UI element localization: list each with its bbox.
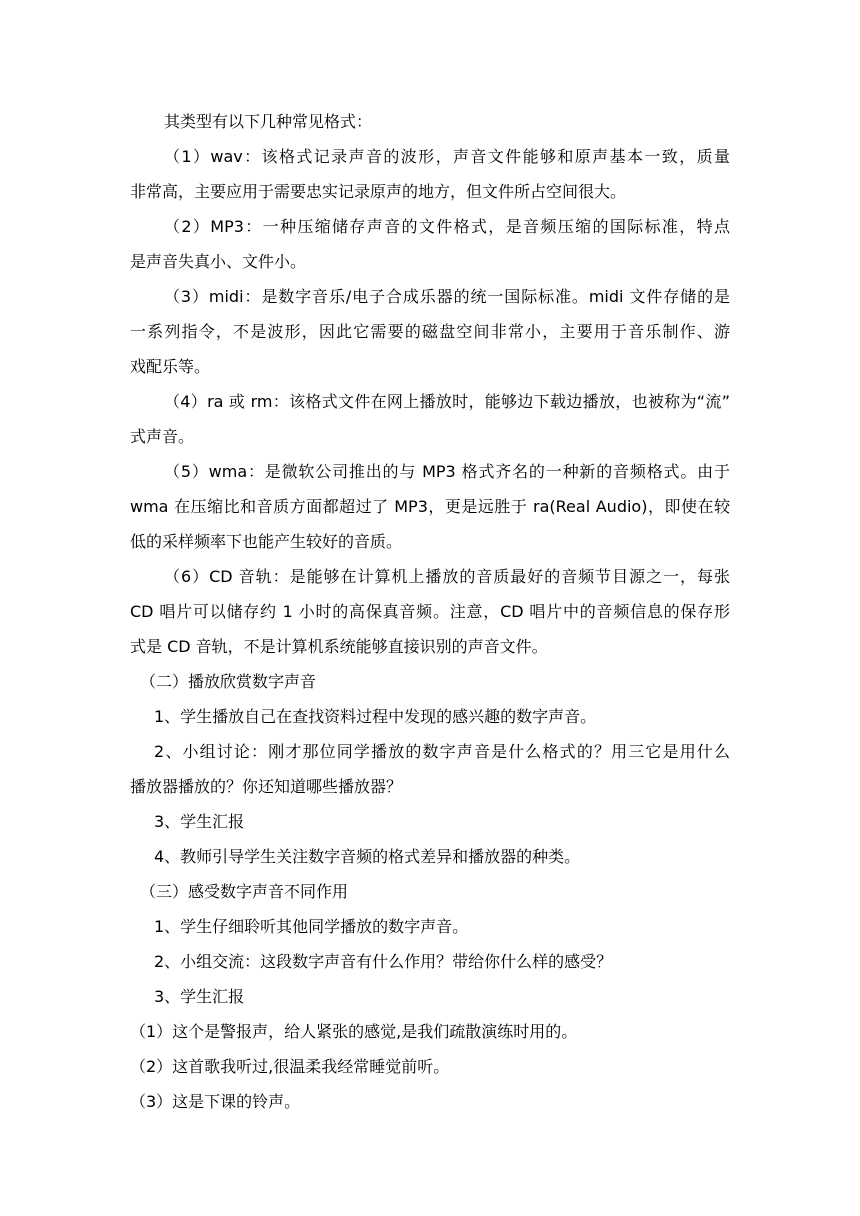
mp3-line-2: 是声音失真小、文件小。 xyxy=(130,252,307,271)
intro-line: 其类型有以下几种常见格式： xyxy=(164,112,373,131)
wav-line-2: 非常高，主要应用于需要忠实记录原声的地方，但文件所占空间很大。 xyxy=(130,182,627,201)
step-3-3: 3、学生汇报 xyxy=(154,987,245,1006)
ra-line-2: 式声音。 xyxy=(130,427,195,446)
mp3-line-1: （2）MP3：一种压缩储存声音的文件格式，是音频压缩的国际标准，特点 xyxy=(164,217,730,236)
wav-line-1: （1）wav：该格式记录声音的波形，声音文件能够和原声基本一致，质量 xyxy=(164,147,730,166)
step-3-1: 1、学生仔细聆听其他同学播放的数字声音。 xyxy=(154,917,469,936)
ra-line-1: （4）ra 或 rm：该格式文件在网上播放时，能够边下载边播放，也被称为“流” xyxy=(164,392,730,411)
step-3-2: 2、小组交流：这段数字声音有什么作用？带给你什么样的感受？ xyxy=(154,952,613,971)
section-2-heading: （二）播放欣赏数字声音 xyxy=(140,672,317,691)
midi-line-1: （3）midi：是数字音乐/电子合成乐器的统一国际标准。midi 文件存储的是 xyxy=(164,287,730,306)
wma-line-1: （5）wma：是微软公司推出的与 MP3 格式齐名的一种新的音频格式。由于 xyxy=(164,462,730,481)
step-2-2-line-2: 播放器播放的？你还知道哪些播放器？ xyxy=(130,777,403,796)
wma-line-2: wma 在压缩比和音质方面都超过了 MP3，更是远胜于 ra(Real Audio)，即使在较 xyxy=(130,497,730,516)
report-item-1: （1）这个是警报声，给人紧张的感觉,是我们疏散演练时用的。 xyxy=(130,1022,578,1041)
report-item-2: （2）这首歌我听过,很温柔我经常睡觉前听。 xyxy=(130,1057,450,1076)
step-2-2-line-1: 2、小组讨论：刚才那位同学播放的数字声音是什么格式的？用三它是用什么 xyxy=(154,742,730,761)
wma-line-3: 低的采样频率下也能产生较好的音质。 xyxy=(130,532,403,551)
report-item-3: （3）这是下课的铃声。 xyxy=(130,1092,301,1111)
midi-line-2: 一系列指令，不是波形，因此它需要的磁盘空间非常小，主要用于音乐制作、游 xyxy=(130,322,730,341)
cd-line-1: （6）CD 音轨：是能够在计算机上播放的音质最好的音频节目源之一，每张 xyxy=(164,567,730,586)
section-3-heading: （三）感受数字声音不同作用 xyxy=(140,882,349,901)
midi-line-3: 戏配乐等。 xyxy=(130,357,211,376)
cd-line-3: 式是 CD 音轨，不是计算机系统能够直接识别的声音文件。 xyxy=(130,637,548,656)
step-2-4: 4、教师引导学生关注数字音频的格式差异和播放器的种类。 xyxy=(154,847,581,866)
step-2-1: 1、学生播放自己在查找资料过程中发现的感兴趣的数字声音。 xyxy=(154,707,597,726)
cd-line-2: CD 唱片可以储存约 1 小时的高保真音频。注意，CD 唱片中的音频信息的保存形 xyxy=(130,602,730,621)
step-2-3: 3、学生汇报 xyxy=(154,812,245,831)
